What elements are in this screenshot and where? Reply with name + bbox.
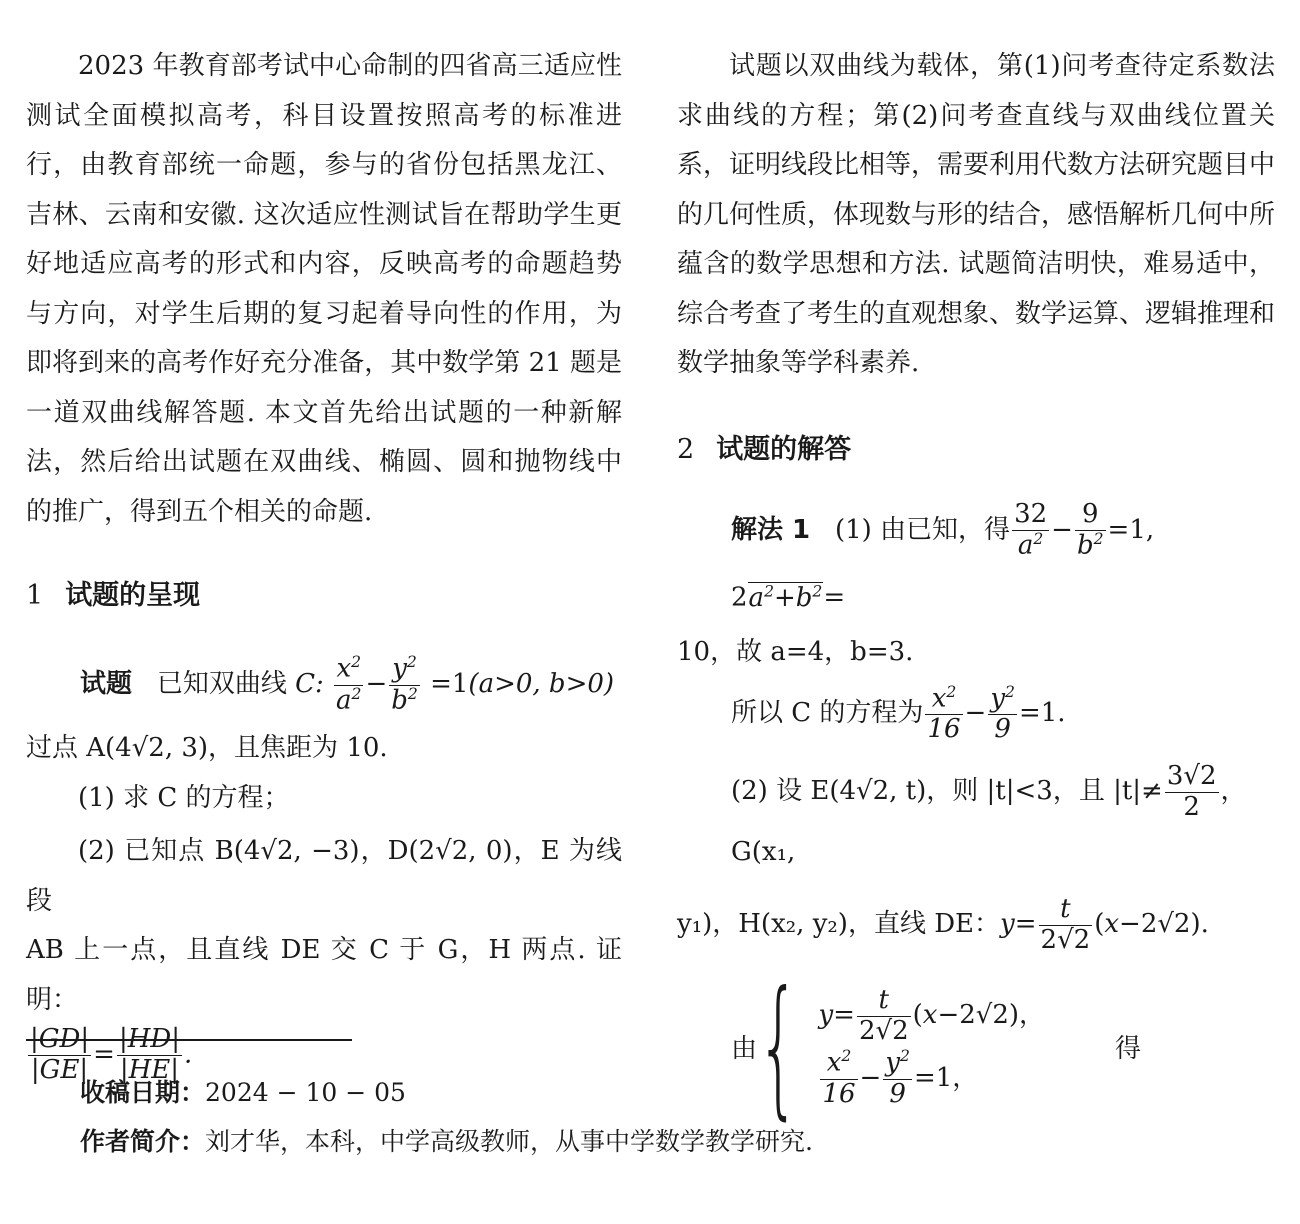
equation-system: 由 { y= $\frac{t}{2√2}$ (x−2√2)， $\frac{x^2}{16}$ − $\frac{y^2}{9}$ =1， 得 — [731, 959, 1142, 1134]
solution-line-2: 10，故 a=4，b=3. — [677, 636, 914, 667]
received-value: 2024 − 10 − 05 — [205, 1078, 406, 1107]
part-2-tail: ，G(x₁, — [731, 776, 1247, 868]
left-brace: { — [757, 959, 800, 1134]
footnote-rule — [26, 1039, 352, 1041]
received-label: 收稿日期： — [80, 1078, 206, 1107]
section-2-number: 2 — [677, 433, 695, 465]
part-2-line-1: (2) 设 E(4√2, t)，则 |t|<3，且 |t|≠ $\frac{3√2}{2}$ ，G(x₁, — [731, 760, 1247, 868]
question-2-line-2: AB 上一点，且直线 DE 交 C 于 G，H 两点. 证明： — [26, 935, 622, 1015]
section-2-heading — [677, 427, 1275, 466]
system-tail: 得 — [1115, 1034, 1142, 1065]
problem-line-2: 过点 A(4√2, 3)，且焦距为 10. — [26, 733, 388, 764]
analysis-paragraph: 试题以双曲线为载体，第(1)问考查待定系数法求曲线的方程；第(2)问考查直线与双曲线位置关系，证明线段比相等，需要利用代数方法研究题目中的几何性质，体现数与形的结合，感悟解析几何中所蕴含的数学思想和方法. 试题简洁明快，难易适中，综合考查了考生的直观想象、数学运算、逻辑推理和数学抽象等学科素养. — [677, 51, 1276, 378]
problem-condition: (a>0, b>0) — [468, 669, 615, 700]
ratio-equation: $\frac{|GD|}{|GE|}$ = $\frac{|HD|}{|HE|}$ . — [30, 1024, 193, 1085]
system-lead: 由 — [731, 1034, 758, 1065]
author-label: 作者简介： — [80, 1127, 206, 1156]
section-1-number: 1 — [26, 580, 44, 611]
solution-lead: (1) 由已知，得 — [834, 514, 1011, 545]
part-2-line-2-text: y₁)，H(x₂, y₂)，直线 DE： — [677, 909, 1001, 940]
solution-label: 解法 1 — [731, 514, 811, 545]
solution-result-lead: 所以 C 的方程为 — [731, 698, 924, 729]
problem-statement: 试题 已知双曲线 C: $\frac{x^2}{a^2}$ − $\frac{y^2}{b^2}$ =1(a>0, b>0) — [80, 653, 615, 716]
hyperbola-equation: C: $\frac{x^2}{a^2}$ − $\frac{y^2}{b^2}$ — [295, 653, 418, 716]
part-2-line-2: y₁)，H(x₂, y₂)，直线 DE：y= $\frac{t}{2√2}$ (x−2√2). — [677, 894, 1209, 955]
problem-label: 试题 — [80, 669, 133, 700]
solution-result: 所以 C 的方程为 $\frac{x^2}{16}$ − $\frac{y^2}{9}$ =1. — [731, 682, 1066, 745]
author-info — [80, 1122, 813, 1158]
author-value: 刘才华，本科，中学高级教师，从事中学数学教学研究. — [205, 1127, 813, 1156]
problem-lead: 已知双曲线 — [156, 669, 287, 700]
received-date — [80, 1073, 406, 1109]
section-1-heading — [26, 573, 622, 612]
right-column — [677, 42, 1276, 1134]
left-column — [26, 42, 622, 1086]
solution-line-1: 解法 1 (1) 由已知，得 $\frac{32}{a^2}$ − $\frac{9}{b^2}$ =1, $2a^2+b^2=$ — [731, 498, 1155, 613]
section-1-title: 试题的呈现 — [65, 580, 201, 611]
section-2-title: 试题的解答 — [716, 433, 852, 465]
question-1: (1) 求 C 的方程； — [78, 782, 290, 813]
intro-paragraph: 2023 年教育部考试中心命制的四省高三适应性测试全面模拟高考，科目设置按照高考的标准进行，由教育部统一命题，参与的省份包括黑龙江、吉林、云南和安徽. 这次适应性测试旨在帮助学生更好地适应高考的形式和内容，反映高考的命题趋势与方向，对学生后期的复习起着导向性的作用，为即将到来的高考作好充分准备，其中数学第 21 题是一道双曲线解答题. 本文首先给出试题的一种新解法，然后给出试题在双曲线、椭圆、圆和抛物线中的推广，得到五个相关的命题. — [26, 51, 622, 527]
question-2-line-1: (2) 已知点 B(4√2, −3)，D(2√2, 0)，E 为线段 — [26, 836, 622, 916]
part-2-lead: (2) 设 E(4√2, t)，则 |t|<3，且 |t|≠ — [731, 776, 1163, 807]
